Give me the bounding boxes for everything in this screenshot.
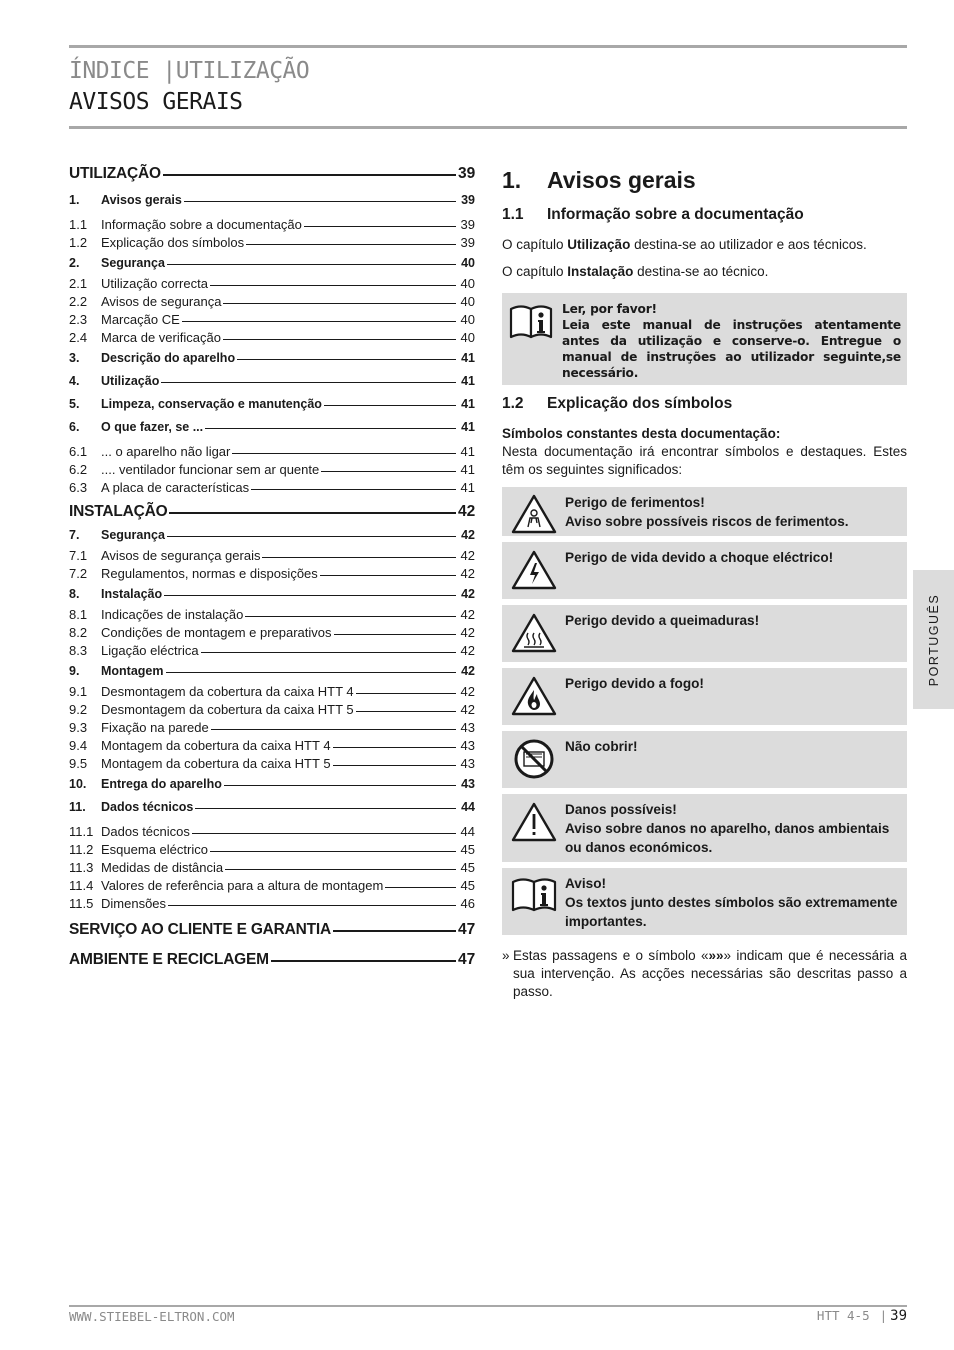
subsection-heading-1-2: 1.2 Explicação dos símbolos — [502, 395, 733, 412]
toc-entry-8-2[interactable]: 8.2 Condições de montagem e preparativos 42 — [69, 625, 475, 640]
symbol-row-notice: Aviso! Os textos junto destes símbolos são extremamente importantes. — [502, 868, 907, 935]
toc-entry-7-2[interactable]: 7.2 Regulamentos, normas e disposições 42 — [69, 566, 475, 581]
section-heading: 1. Avisos gerais — [502, 166, 696, 193]
do-not-cover-icon — [502, 737, 565, 788]
toc-entry-9-1[interactable]: 9.1 Desmontagem da cobertura da caixa HTT 4 42 — [69, 684, 475, 699]
header-rule — [69, 126, 907, 129]
symbol-row-do-not-cover: Não cobrir! — [502, 731, 907, 788]
toc-entry-1[interactable]: 1. Avisos gerais 39 — [69, 193, 475, 207]
toc-entry-2-1[interactable]: 2.1 Utilização correcta 40 — [69, 276, 475, 291]
paragraph-utilizacao: O capítulo Utilização destina-se ao utilizador e aos técnicos. — [502, 237, 867, 252]
page-number: 39 — [890, 1308, 907, 1324]
injury-warning-icon — [502, 493, 565, 536]
table-of-contents — [69, 160, 475, 976]
top-rule — [69, 45, 907, 48]
read-manual-notice — [502, 293, 907, 385]
footer-separator: | — [879, 1308, 888, 1323]
header-section-title: ÍNDICE |UTILIZAÇÃO — [69, 58, 310, 84]
toc-entry-servico[interactable]: SERVIÇO AO CLIENTE E GARANTIA 47 — [69, 921, 476, 938]
symbol-row-electric: Perigo de vida devido a choque eléctrico! — [502, 542, 907, 599]
toc-entry-11-1[interactable]: 11.1 Dados técnicos 44 — [69, 824, 475, 839]
toc-entry-8-3[interactable]: 8.3 Ligação eléctrica 42 — [69, 643, 475, 658]
toc-entry-9[interactable]: 9. Montagem 42 — [69, 664, 475, 678]
notice-text: Ler, por favor! Leia este manual de instruções atentamente antes da utilização e conserve-o. Entregue o manual de instruções ao utilizador seguinte,se necessário. — [562, 302, 901, 380]
toc-entry-2-2[interactable]: 2.2 Avisos de segurança 40 — [69, 294, 475, 309]
electric-shock-icon — [502, 548, 565, 599]
subsection-heading-1-1: 1.1 Informação sobre a documentação — [502, 206, 804, 223]
footer-page-info — [817, 1308, 907, 1324]
toc-entry-6-1[interactable]: 6.1 ... o aparelho não ligar 41 — [69, 444, 475, 459]
toc-entry-instalacao[interactable]: INSTALAÇÃO 42 — [69, 503, 476, 520]
toc-entry-9-3[interactable]: 9.3 Fixação na parede 43 — [69, 720, 475, 735]
toc-entry-2-4[interactable]: 2.4 Marca de verificação 40 — [69, 330, 475, 345]
footer-model: HTT 4-5 — [816, 1308, 870, 1323]
general-warning-icon — [502, 800, 565, 862]
content-column — [502, 160, 907, 1001]
toc-entry-9-4[interactable]: 9.4 Montagem da cobertura da caixa HTT 4 43 — [69, 738, 475, 753]
symbol-row-damage: Danos possíveis! Aviso sobre danos no aparelho, danos ambientais ou danos económicos. — [502, 794, 907, 862]
toc-entry-10[interactable]: 10. Entrega do aparelho 43 — [69, 777, 475, 791]
symbol-row-burn: Perigo devido a queimaduras! — [502, 605, 907, 662]
toc-entry-2-3[interactable]: 2.3 Marcação CE 40 — [69, 312, 475, 327]
toc-entry-5[interactable]: 5. Limpeza, conservação e manutenção 41 — [69, 397, 475, 411]
toc-entry-11[interactable]: 11. Dados técnicos 44 — [69, 800, 475, 814]
toc-entry-1-1[interactable]: 1.1 Informação sobre a documentação 39 — [69, 217, 475, 232]
header-page-title: AVISOS GERAIS — [69, 89, 243, 115]
toc-entry-9-2[interactable]: 9.2 Desmontagem da cobertura da caixa HTT 5 42 — [69, 702, 475, 717]
toc-entry-7[interactable]: 7. Segurança 42 — [69, 528, 475, 542]
symbols-list — [502, 487, 907, 935]
toc-entry-1-2[interactable]: 1.2 Explicação dos símbolos 39 — [69, 235, 475, 250]
symbol-row-fire: Perigo devido a fogo! — [502, 668, 907, 725]
toc-entry-6[interactable]: 6. O que fazer, se ... 41 — [69, 420, 475, 434]
fire-warning-icon — [502, 674, 565, 725]
toc-entry-9-5[interactable]: 9.5 Montagem da cobertura da caixa HTT 5 43 — [69, 756, 475, 771]
toc-entry-11-2[interactable]: 11.2 Esquema eléctrico 45 — [69, 842, 475, 857]
symbols-intro: Nesta documentação irá encontrar símbolos e destaques. Estes têm os seguintes significados: — [502, 444, 907, 477]
toc-entry-ambiente[interactable]: AMBIENTE E RECICLAGEM 47 — [69, 951, 476, 968]
action-steps-note: » Estas passagens e o símbolo «»»» indicam que é necessária a sua intervenção. As acções necessárias são descritas passo a passo. — [502, 948, 907, 999]
footer-rule — [69, 1305, 907, 1307]
toc-entry-8[interactable]: 8. Instalação 42 — [69, 587, 475, 601]
toc-entry-2[interactable]: 2. Segurança 40 — [69, 256, 475, 270]
symbols-heading: Símbolos constantes desta documentação: — [502, 426, 781, 441]
toc-entry-6-2[interactable]: 6.2 .... ventilador funcionar sem ar quente 41 — [69, 462, 475, 477]
toc-entry-8-1[interactable]: 8.1 Indicações de instalação 42 — [69, 607, 475, 622]
paragraph-instalacao: O capítulo Instalação destina-se ao técnico. — [502, 264, 769, 279]
toc-entry-6-3[interactable]: 6.3 A placa de características 41 — [69, 480, 475, 495]
toc-entry-3[interactable]: 3. Descrição do aparelho 41 — [69, 351, 475, 365]
toc-entry-utilizacao[interactable]: UTILIZAÇÃO 39 — [69, 165, 476, 182]
footer-url[interactable]: WWW.STIEBEL-ELTRON.COM — [69, 1309, 235, 1324]
toc-entry-11-4[interactable]: 11.4 Valores de referência para a altura de montagem 45 — [69, 878, 475, 893]
symbol-row-injury: Perigo de ferimentos! Aviso sobre possíveis riscos de ferimentos. — [502, 487, 907, 536]
toc-entry-4[interactable]: 4. Utilização 41 — [69, 374, 475, 388]
read-manual-icon — [502, 874, 565, 935]
read-manual-icon — [508, 301, 562, 381]
toc-entry-11-5[interactable]: 11.5 Dimensões 46 — [69, 896, 475, 911]
hot-surface-icon — [502, 611, 565, 662]
language-tab[interactable]: PORTUGUÊS — [913, 570, 954, 709]
toc-entry-7-1[interactable]: 7.1 Avisos de segurança gerais 42 — [69, 548, 475, 563]
toc-entry-11-3[interactable]: 11.3 Medidas de distância 45 — [69, 860, 475, 875]
